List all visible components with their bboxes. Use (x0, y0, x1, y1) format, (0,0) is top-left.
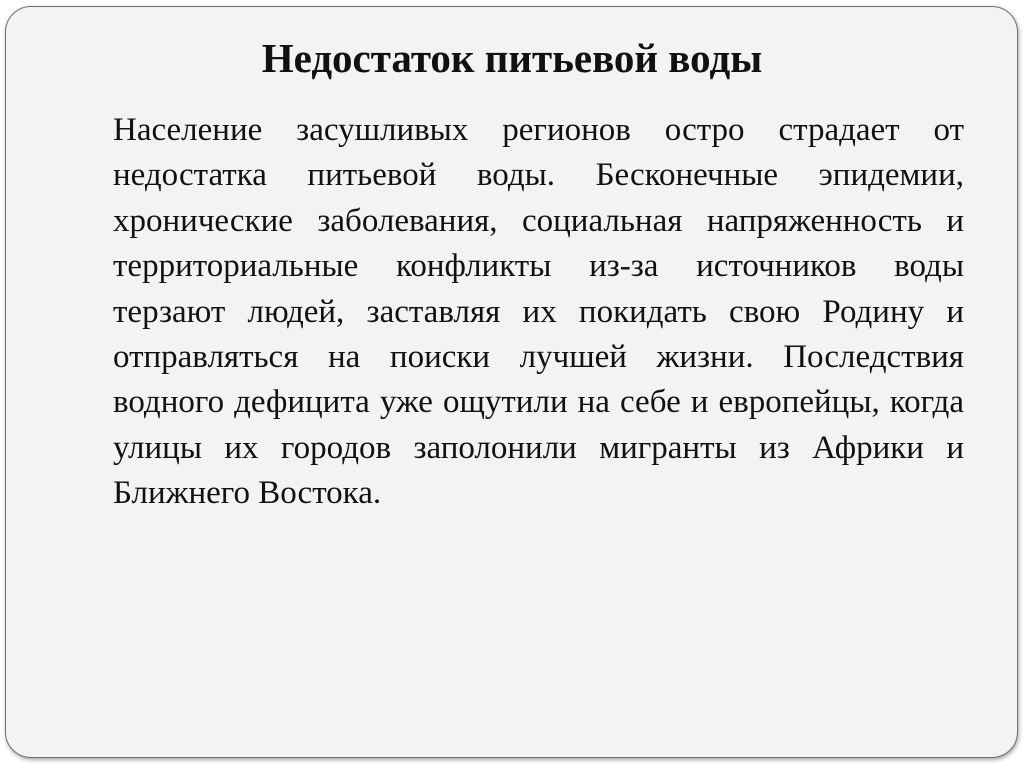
slide-title: Недостаток питьевой воды (261, 35, 763, 81)
slide-body-text: Население засушливых регионов остро страдает от недостатка питьевой воды. Бесконечные эпидемии, хронические заболевания, социальная напряженность и территориальные конфликты из-за источников воды терзают людей, заставляя их покидать свою Родину и отправляться на поиски лучшей жизни. Последствия водного дефицита уже ощутили на себе и европейцы, когда улицы их городов заполонили мигранты из Африки и Ближнего Востока. (113, 112, 964, 512)
